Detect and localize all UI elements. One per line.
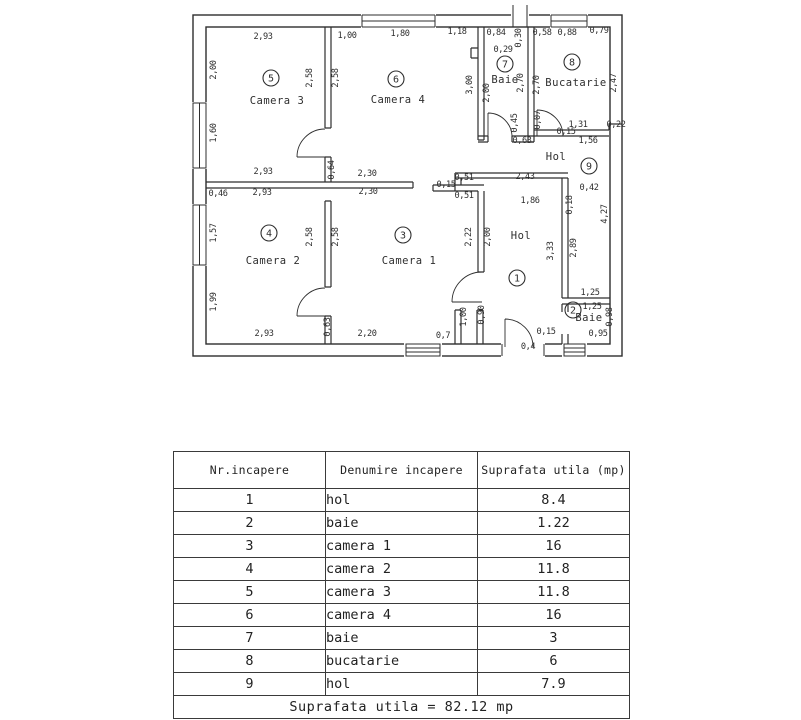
dimension-label: 1,99	[209, 292, 219, 312]
dimension-label: 2,30	[357, 169, 377, 179]
room-label: Camera 2	[245, 255, 301, 267]
dimension-label: 0,42	[579, 183, 599, 193]
dimension-label: 0,22	[606, 120, 626, 130]
dimension-label: 0,4	[520, 342, 536, 352]
cell-name: baie	[326, 627, 478, 650]
cell-nr: 9	[174, 673, 326, 696]
dimension-label: 0,45	[510, 113, 520, 133]
room-number-badge	[395, 227, 411, 243]
room-number: 8	[568, 57, 576, 69]
dimension-label: 2,93	[253, 32, 273, 42]
room-number: 1	[513, 273, 521, 285]
cell-area: 6	[478, 650, 630, 673]
dimension-label: 3,33	[546, 241, 556, 261]
col-header-0: Nr.incapere	[174, 452, 326, 489]
cell-area: 1.22	[478, 512, 630, 535]
cell-name: hol	[326, 489, 478, 512]
dimension-label: 1,00	[459, 307, 469, 327]
dimension-label: 0,7	[435, 331, 451, 341]
cell-name: baie	[326, 512, 478, 535]
dimension-label: 2,20	[357, 329, 377, 339]
dimension-label: 1,80	[390, 29, 410, 39]
cell-area: 8.4	[478, 489, 630, 512]
room-number: 5	[267, 73, 275, 85]
dimension-label: 0,51	[454, 191, 474, 201]
cell-name: hol	[326, 673, 478, 696]
table-row	[174, 650, 630, 673]
total-area-label: Suprafata utila = 82.12 mp	[174, 696, 630, 719]
dimension-label: 2,93	[253, 167, 273, 177]
dimension-label: 2,70	[516, 73, 526, 93]
dimension-label: 0,58	[532, 28, 552, 38]
exterior-wall	[193, 15, 622, 356]
dimension-label: 0,98	[605, 307, 615, 327]
dimension-label: 0,84	[486, 28, 506, 38]
dimension-label: 4,27	[600, 204, 610, 224]
dimension-label: 0,88	[557, 28, 577, 38]
dimension-label: 2,70	[532, 75, 542, 95]
cell-area: 11.8	[478, 581, 630, 604]
room-number-badge	[263, 70, 279, 86]
room-label: Camera 1	[381, 255, 437, 267]
dimension-label: 0,79	[589, 26, 609, 36]
dimension-label: 0,29	[493, 45, 513, 55]
room-label: Bucatarie	[545, 77, 607, 89]
area-table	[173, 451, 630, 719]
table-row	[174, 604, 630, 627]
cell-nr: 2	[174, 512, 326, 535]
room-number: 7	[501, 59, 509, 71]
dimension-label: 2,58	[331, 68, 341, 88]
dimension-label: 1,25	[582, 302, 602, 312]
room-label: Camera 4	[370, 94, 426, 106]
room-number-badge	[497, 56, 513, 72]
dimension-label: 2,00	[209, 60, 219, 80]
cell-nr: 4	[174, 558, 326, 581]
room-label: Hol	[545, 151, 567, 163]
room-number-badge	[261, 225, 277, 241]
dimension-label: 0,30	[514, 28, 524, 48]
dimension-label: 0,15	[436, 180, 456, 190]
dimension-label: 0,15	[536, 327, 556, 337]
plan-annotations	[208, 26, 625, 352]
dimension-label: 2,58	[331, 227, 341, 247]
cell-name: camera 1	[326, 535, 478, 558]
cell-nr: 5	[174, 581, 326, 604]
dimension-label: 0,15	[556, 127, 576, 137]
cell-name: camera 4	[326, 604, 478, 627]
cell-area: 16	[478, 535, 630, 558]
area-table-header	[174, 452, 630, 489]
cell-name: camera 3	[326, 581, 478, 604]
table-row	[174, 673, 630, 696]
table-row	[174, 489, 630, 512]
room-number: 2	[569, 305, 577, 317]
dimension-label: 1,25	[580, 288, 600, 298]
dimension-label: 0,18	[565, 195, 575, 215]
dimension-label: 0,51	[454, 173, 474, 183]
dimension-label: 2,30	[358, 187, 378, 197]
dimension-label: 2,00	[483, 227, 493, 247]
table-row	[174, 558, 630, 581]
dimension-label: 2,93	[252, 188, 272, 198]
dimension-label: 0,63	[323, 317, 333, 337]
table-row	[174, 512, 630, 535]
table-row	[174, 581, 630, 604]
dimension-label: 1,00	[337, 31, 357, 41]
dimension-label: 2,89	[569, 238, 579, 258]
room-number: 9	[585, 161, 593, 173]
table-row	[174, 627, 630, 650]
cell-area: 11.8	[478, 558, 630, 581]
cell-nr: 1	[174, 489, 326, 512]
cell-area: 16	[478, 604, 630, 627]
dimension-label: 3,00	[465, 75, 475, 95]
cell-area: 7.9	[478, 673, 630, 696]
room-number-badge	[509, 270, 525, 286]
dimension-label: 0,90	[477, 305, 487, 325]
dimension-label: 0,63	[512, 136, 532, 146]
col-header-2: Suprafata utila (mp)	[478, 452, 630, 489]
dimension-label: 0,64	[327, 160, 337, 180]
area-table-wrap	[173, 451, 630, 719]
room-label: Baie	[575, 312, 603, 324]
dimension-label: 1,56	[578, 136, 598, 146]
room-label: Hol	[510, 230, 532, 242]
cell-name: camera 2	[326, 558, 478, 581]
cell-name: bucatarie	[326, 650, 478, 673]
cell-nr: 3	[174, 535, 326, 558]
room-number-badge	[581, 158, 597, 174]
dimension-label: 2,47	[609, 73, 619, 93]
room-number: 6	[392, 74, 400, 86]
dimension-label: 1,86	[520, 196, 540, 206]
cell-area: 3	[478, 627, 630, 650]
dimension-label: 0,46	[208, 189, 228, 199]
dimension-label: 2,00	[482, 83, 492, 103]
room-number-badge	[564, 54, 580, 70]
dimension-label: 2,58	[305, 227, 315, 247]
room-number: 4	[265, 228, 273, 240]
table-row	[174, 535, 630, 558]
room-label: Camera 3	[249, 95, 305, 107]
dimension-label: 1,60	[209, 123, 219, 143]
room-number-badge	[388, 71, 404, 87]
dimension-label: 1,18	[447, 27, 467, 37]
dimension-label: 2,93	[254, 329, 274, 339]
dimension-label: 2,43	[515, 172, 535, 182]
col-header-1: Denumire incapere	[326, 452, 478, 489]
dimension-label: 1,31	[568, 120, 588, 130]
dimension-label: 2,22	[464, 227, 474, 247]
room-label: Baie	[491, 74, 519, 86]
cell-nr: 8	[174, 650, 326, 673]
dimension-label: 2,58	[305, 68, 315, 88]
cell-nr: 6	[174, 604, 326, 627]
dimension-label: 1,57	[209, 223, 219, 243]
room-number: 3	[399, 230, 407, 242]
dimension-label: 0,95	[588, 329, 608, 339]
dimension-label: 0,07	[533, 110, 543, 130]
cell-nr: 7	[174, 627, 326, 650]
